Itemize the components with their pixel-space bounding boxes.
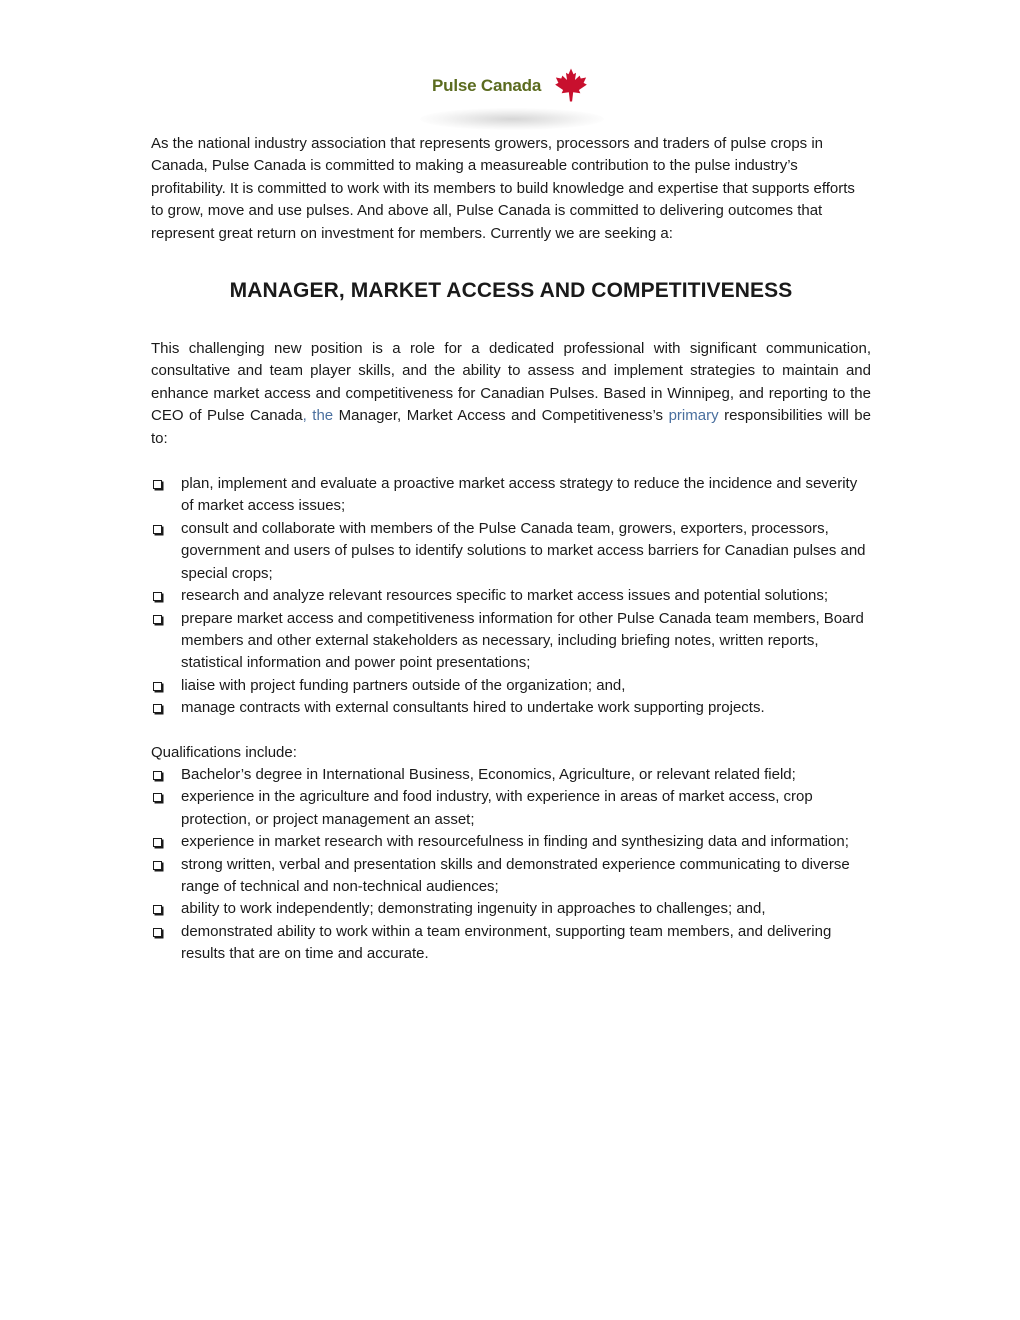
- list-item: [151, 831, 871, 853]
- checkbox-bullet-icon: [153, 615, 162, 624]
- list-item: [151, 854, 871, 899]
- intro-paragraph: As the national industry association that represents growers, processors and traders of pulse crops in Canada, Pulse Canada is committed to making a measureable contribution to the pulse industry’s profitability. It is committed to work with its members to build knowledge and expertise that supports efforts to grow, move and use pulses. And above all, Pulse Canada is committed to delivering outcomes that represent great return on investment for members. Currently we are seeking a:: [151, 135, 855, 242]
- list-item-text: manage contracts with external consultants hired to undertake work supporting projects.: [181, 699, 765, 717]
- responsibilities-list: [151, 473, 871, 719]
- list-item: [151, 675, 871, 697]
- list-item: [151, 585, 871, 607]
- checkbox-bullet-icon: [153, 838, 162, 847]
- checkbox-bullet-icon: [153, 682, 162, 691]
- pulse-canada-logo: [418, 64, 606, 132]
- list-item-text: research and analyze relevant resources specific to market access issues and potential solutions;: [181, 587, 828, 605]
- checkbox-bullet-icon: [153, 861, 162, 870]
- position-paragraph: [151, 338, 871, 450]
- list-item-text: ability to work independently; demonstrating ingenuity in approaches to challenges; and,: [181, 900, 766, 918]
- checkbox-bullet-icon: [153, 905, 162, 914]
- list-item: [151, 786, 871, 831]
- list-item: [151, 608, 871, 675]
- list-item-text: experience in the agriculture and food industry, with experience in areas of market access, crop protection, or project management an asset;: [181, 788, 813, 828]
- document-body: [151, 133, 871, 966]
- checkbox-bullet-icon: [153, 480, 162, 489]
- list-item-text: plan, implement and evaluate a proactive market access strategy to reduce the incidence and severity of market access issues;: [181, 475, 858, 515]
- list-item: [151, 518, 871, 585]
- position-text-3: Manager, Market Access and Competitiveness’s: [333, 407, 669, 425]
- qualifications-list: [151, 764, 871, 966]
- checkbox-bullet-icon: [153, 525, 162, 534]
- position-text-2: , the: [302, 407, 334, 425]
- list-item-text: experience in market research with resourcefulness in finding and synthesizing data and information;: [181, 833, 849, 851]
- list-item: [151, 764, 871, 786]
- list-item-text: consult and collaborate with members of the Pulse Canada team, growers, exporters, processors, government and users of pulses to identify solutions to market access barriers for Canadian pulses and special crops;: [181, 519, 866, 582]
- list-item: [151, 898, 871, 920]
- position-text-4: primary: [668, 407, 719, 425]
- list-item-text: prepare market access and competitiveness information for other Pulse Canada team members, Board members and other external stakeholders as necessary, including briefing notes, written reports, statistical information and power point presentations;: [181, 609, 864, 672]
- position-text-1: This challenging new position is a role for a dedicated professional with significant communication, consultative and team player skills, and the ability to assess and implement strategies to maintain and enhance market access and competitiveness for Canadian Pulses. Based in Winnipeg, and reporting to the CEO of Pulse Canada: [151, 340, 871, 425]
- list-item: [151, 697, 871, 719]
- job-title: MANAGER, MARKET ACCESS AND COMPETITIVENESS: [229, 279, 793, 303]
- list-item-text: demonstrated ability to work within a team environment, supporting team members, and delivering results that are on time and accurate.: [181, 922, 832, 963]
- checkbox-bullet-icon: [153, 704, 162, 713]
- checkbox-bullet-icon: [153, 928, 162, 937]
- position-text-5: responsibilities will be to:: [151, 407, 871, 447]
- logo-text: Pulse Canada: [432, 76, 542, 95]
- checkbox-bullet-icon: [153, 592, 162, 601]
- logo-shadow: [420, 108, 604, 130]
- checkbox-bullet-icon: [153, 771, 162, 780]
- list-item: [151, 921, 871, 966]
- checkbox-bullet-icon: [153, 793, 162, 802]
- list-item-text: strong written, verbal and presentation skills and demonstrated experience communicating to diverse range of technical and non-technical audiences;: [181, 855, 850, 895]
- list-item: [151, 473, 871, 518]
- qualifications-heading: Qualifications include:: [151, 743, 297, 761]
- list-item-text: liaise with project funding partners outside of the organization; and,: [181, 676, 626, 694]
- maple-leaf-icon: [553, 66, 589, 104]
- list-item-text: Bachelor’s degree in International Business, Economics, Agriculture, or relevant related field;: [181, 765, 796, 783]
